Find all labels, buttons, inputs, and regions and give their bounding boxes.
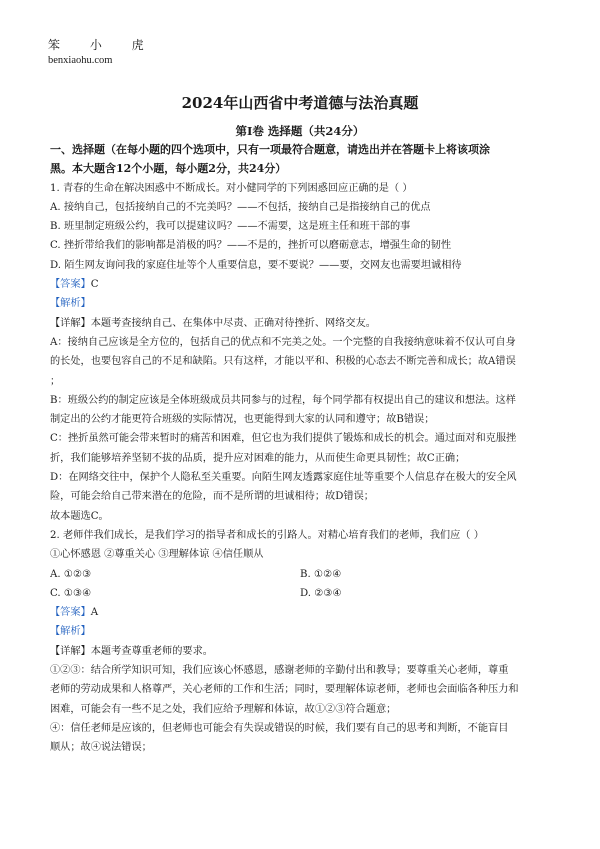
explain-line: B：班级公约的制定应该是全体班级成员共同参与的过程，每个同学都有权提出自己的建议和想法。这样 bbox=[50, 394, 516, 406]
explain-line: C：挫折虽然可能会带来暂时的痛苦和困难，但它也为我们提供了锻炼和成长的机会。通过面对和克服挫 bbox=[50, 433, 517, 445]
question-1-option-a: A. 接纳自己，包括接纳自己的不完美吗？——不包括，接纳自己是指接纳自己的优点 bbox=[50, 201, 431, 213]
question-1-stem: 1. 青春的生命在解决困惑中不断成长。对小健同学的下列困惑回应正确的是（ ） bbox=[50, 182, 413, 194]
detail-tag: 【详解】 bbox=[50, 645, 91, 657]
explain-line: 顺从；故④说法错误； bbox=[50, 742, 152, 754]
explain-line: ①②③：结合所学知识可知，我们应该心怀感恩，感谢老师的辛勤付出和教导；要尊重关心老师，尊重 bbox=[50, 665, 509, 677]
explain-line: 折，我们能够培养坚韧不拔的品质，提升应对困难的能力，从而使生命更具韧性；故C正确； bbox=[50, 452, 466, 464]
question-1-detail bbox=[50, 314, 555, 333]
question-2-option-b: B. ①②④ bbox=[300, 568, 342, 580]
explain-line: 制定出的公约才能更符合班级的实际情况，也更能得到大家的认同和遵守；故B错误； bbox=[50, 414, 435, 426]
page-title: 2024年山西省中考道德与法治真题 bbox=[181, 94, 419, 112]
site-url: benxiaohu.com bbox=[48, 55, 113, 66]
question-2-detail bbox=[50, 642, 555, 661]
explain-line: ④：信任老师是应该的，但老师也可能会有失误或错误的时候，我们要有自己的思考和判断，不能盲目 bbox=[50, 722, 509, 734]
answer-value: C bbox=[90, 279, 99, 291]
answer-tag: 【答案】 bbox=[50, 607, 91, 619]
detail-tag: 【详解】 bbox=[50, 317, 91, 329]
question-1-option-d: D. 陌生网友询问我的家庭住址等个人重要信息，要不要说？——要，交网友也需要坦诚相待 bbox=[50, 259, 462, 271]
explain-line: ； bbox=[50, 375, 61, 387]
detail-intro: 本题考查接纳自己、在集体中尽责、正确对待挫折、网络交友。 bbox=[90, 317, 376, 329]
page-header bbox=[48, 38, 157, 68]
question-2-option-c: C. ①③④ bbox=[50, 587, 92, 599]
question-2-option-d: D. ②③④ bbox=[300, 587, 342, 599]
question-2-analysis-tag: 【解析】 bbox=[50, 626, 91, 638]
question-2-items: ①心怀感恩 ②尊重关心 ③理解体谅 ④信任顺从 bbox=[50, 549, 264, 561]
main-content bbox=[50, 140, 555, 758]
explain-line: 老师的劳动成果和人格尊严，关心老师的工作和生活；同时，要理解体谅老师，老师也会面临各种压力和 bbox=[50, 684, 519, 696]
question-1-option-b: B. 班里制定班级公约，我可以提建议吗？——不需要，这是班主任和班干部的事 bbox=[50, 221, 411, 233]
explain-line: 故本题选C。 bbox=[50, 510, 109, 522]
explain-line: A：接纳自己应该是全方位的，包括自己的优点和不完美之处。一个完整的自我接纳意味着不仅认可自身 bbox=[50, 336, 516, 348]
question-2-options-row-1 bbox=[50, 565, 555, 584]
explain-line: 险，可能会给自己带来潜在的危险，而不是所谓的坦诚相待；故D错误； bbox=[50, 491, 374, 503]
question-1-analysis-tag: 【解析】 bbox=[50, 298, 91, 310]
question-1-answer bbox=[50, 275, 555, 294]
section-heading-line-1: 一、选择题（在每小题的四个选项中，只有一项最符合题意，请选出并在答题卡上将该项涂 bbox=[50, 143, 490, 156]
question-2-answer bbox=[50, 603, 555, 622]
section-heading-line-2: 黑。本大题含12个小题，每小题2分，共24分） bbox=[50, 162, 287, 176]
answer-value: A bbox=[90, 607, 99, 619]
question-2-option-a: A. ①②③ bbox=[50, 568, 92, 580]
question-2-stem: 2. 老师伴我们成长，是我们学习的指导者和成长的引路人。对精心培育我们的老师，我们应（ ） bbox=[50, 529, 484, 541]
explain-line: 的长处，也要包容自己的不足和缺陷。只有这样，才能以平和、积极的心态去不断完善和成长；故A错误 bbox=[50, 356, 516, 368]
answer-tag: 【答案】 bbox=[50, 279, 91, 291]
explain-line: 困难，可能会有一些不足之处，我们应给予理解和体谅，故①②③符合题意； bbox=[50, 703, 397, 715]
question-2-options-row-2 bbox=[50, 584, 555, 603]
brand-logo-text: 笨 小 虎 bbox=[48, 38, 157, 52]
explain-line: D：在网络交往中，保护个人隐私至关重要。向陌生网友透露家庭住址等重要个人信息存在极大的安全风 bbox=[50, 472, 517, 484]
detail-intro: 本题考查尊重老师的要求。 bbox=[90, 645, 213, 657]
question-1-option-c: C. 挫折带给我们的影响都是消极的吗？——不是的，挫折可以磨砺意志，增强生命的韧性 bbox=[50, 240, 452, 252]
section-subtitle: 第Ⅰ卷 选择题（共24分） bbox=[235, 124, 365, 138]
